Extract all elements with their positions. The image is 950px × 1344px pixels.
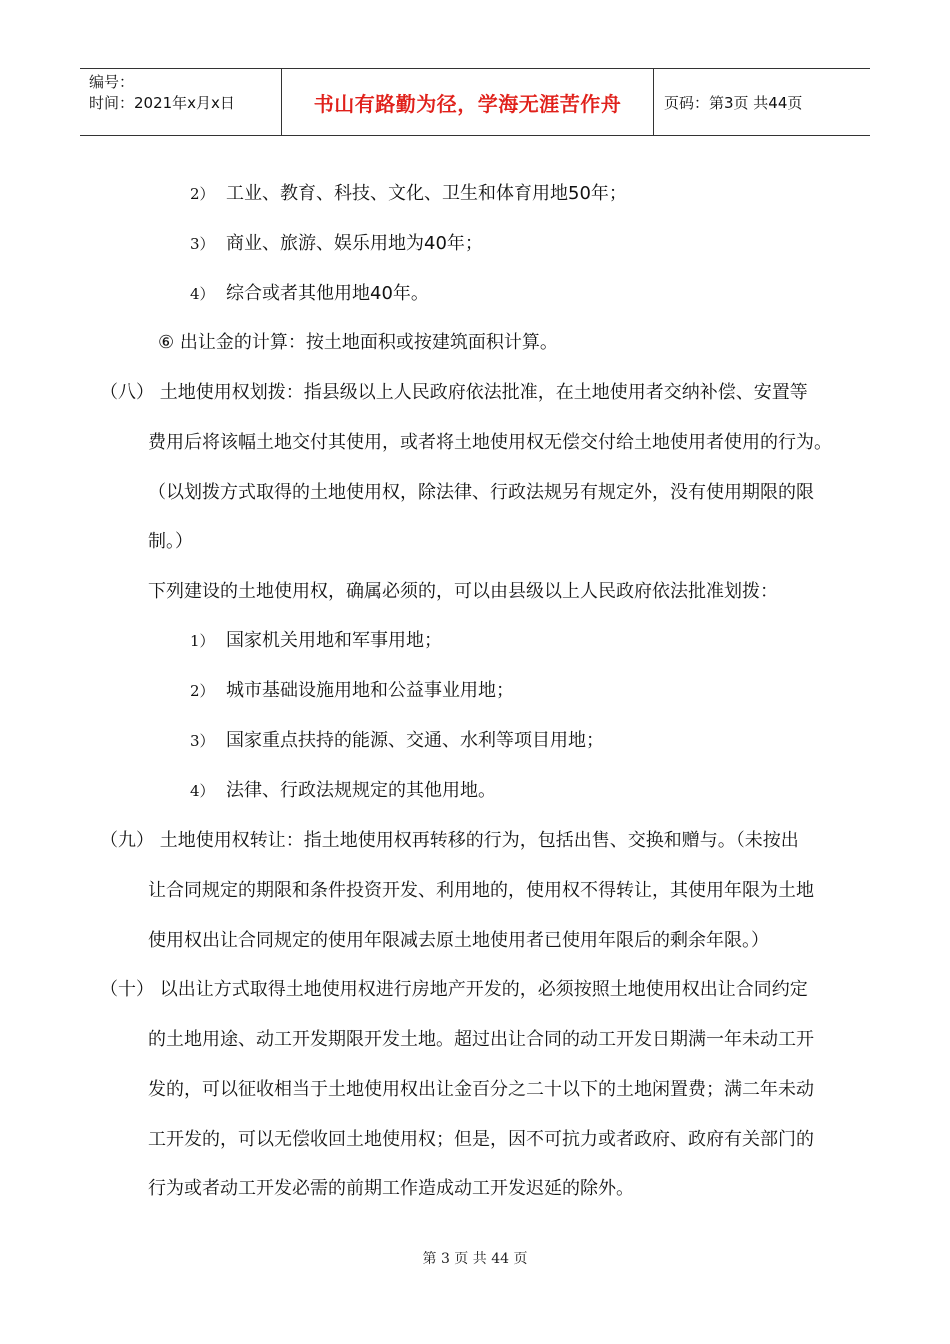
body-line [148,431,832,455]
list-number: 4） [190,285,215,303]
line-text: 商业、旅游、娱乐用地为40年； [226,233,483,254]
body-line [148,530,193,554]
list-number: 2） [190,185,215,203]
list-number: 1） [190,632,215,650]
body-line [190,282,429,306]
body-line [148,879,814,903]
line-text: 使用权出让合同规定的使用年限减去原土地使用者已使用年限后的剩余年限。） [148,930,769,951]
line-text: ⑥ 出让金的计算：按土地面积或按建筑面积计算。 [158,332,558,353]
body-line [190,182,627,206]
line-text: （九） 土地使用权转让：指土地使用权再转移的行为，包括出售、交换和赠与。（未按出 [100,830,799,851]
header-page-info: 页码：第3页 共44页 [664,93,803,112]
page-header [80,68,870,136]
header-meta [80,69,282,135]
section-heading-9 [100,829,799,853]
line-text: 费用后将该幅土地交付其使用，或者将土地使用权无偿交付给土地使用者使用的行为。 [148,432,832,453]
body-line [148,1177,634,1201]
line-text: 下列建设的土地使用权，确属必须的，可以由县级以上人民政府依法批准划拨： [148,581,778,602]
list-number: 3） [190,732,215,750]
line-text: 国家机关用地和军事用地； [226,630,442,651]
line-text: 制。） [148,531,193,552]
document-date-label: 时间：2021年x月x日 [89,94,235,112]
list-number: 3） [190,235,215,253]
line-text: 城市基础设施用地和公益事业用地； [226,680,514,701]
section-heading-8 [100,381,808,405]
body-line [190,679,514,703]
line-text: （十） 以出让方式取得土地使用权进行房地产开发的，必须按照土地使用权出让合同约定 [100,979,808,1000]
document-number-label: 编号： [89,73,135,91]
line-text: 综合或者其他用地40年。 [226,283,429,304]
section-heading-10 [100,978,808,1002]
body-line [190,629,442,653]
body-line [190,729,604,753]
body-line [148,481,814,505]
line-text: 法律、行政法规规定的其他用地。 [226,780,496,801]
line-text: 让合同规定的期限和条件投资开发、利用地的，使用权不得转让，其使用年限为土地 [148,880,814,901]
line-text: 的土地用途、动工开发期限开发土地。超过出让合同的动工开发日期满一年未动工开 [148,1029,814,1050]
body-line [190,232,483,256]
body-line [148,1128,814,1152]
body-line [148,929,769,953]
line-text: （八） 土地使用权划拨：指县级以上人民政府依法批准，在土地使用者交纳补偿、安置等 [100,382,808,403]
line-text: （以划拨方式取得的土地使用权，除法律、行政法规另有规定外，没有使用期限的限 [148,482,814,503]
body-line [158,331,558,355]
header-motto: 书山有路勤为径，学海无涯苦作舟 [282,69,654,135]
line-text: 工业、教育、科技、文化、卫生和体育用地50年； [226,183,627,204]
line-text: 工开发的，可以无偿收回土地使用权；但是，因不可抗力或者政府、政府有关部门的 [148,1129,814,1150]
page-footer: 第 3 页 共 44 页 [422,1251,528,1267]
list-number: 4） [190,782,215,800]
line-text: 行为或者动工开发必需的前期工作造成动工开发迟延的除外。 [148,1178,634,1199]
body-line [148,580,778,604]
line-text: 发的，可以征收相当于土地使用权出让金百分之二十以下的土地闲置费；满二年未动 [148,1079,814,1100]
list-number: 2） [190,682,215,700]
body-line [190,779,496,803]
body-line [148,1028,814,1052]
line-text: 国家重点扶持的能源、交通、水利等项目用地； [226,730,604,751]
body-line [148,1078,814,1102]
